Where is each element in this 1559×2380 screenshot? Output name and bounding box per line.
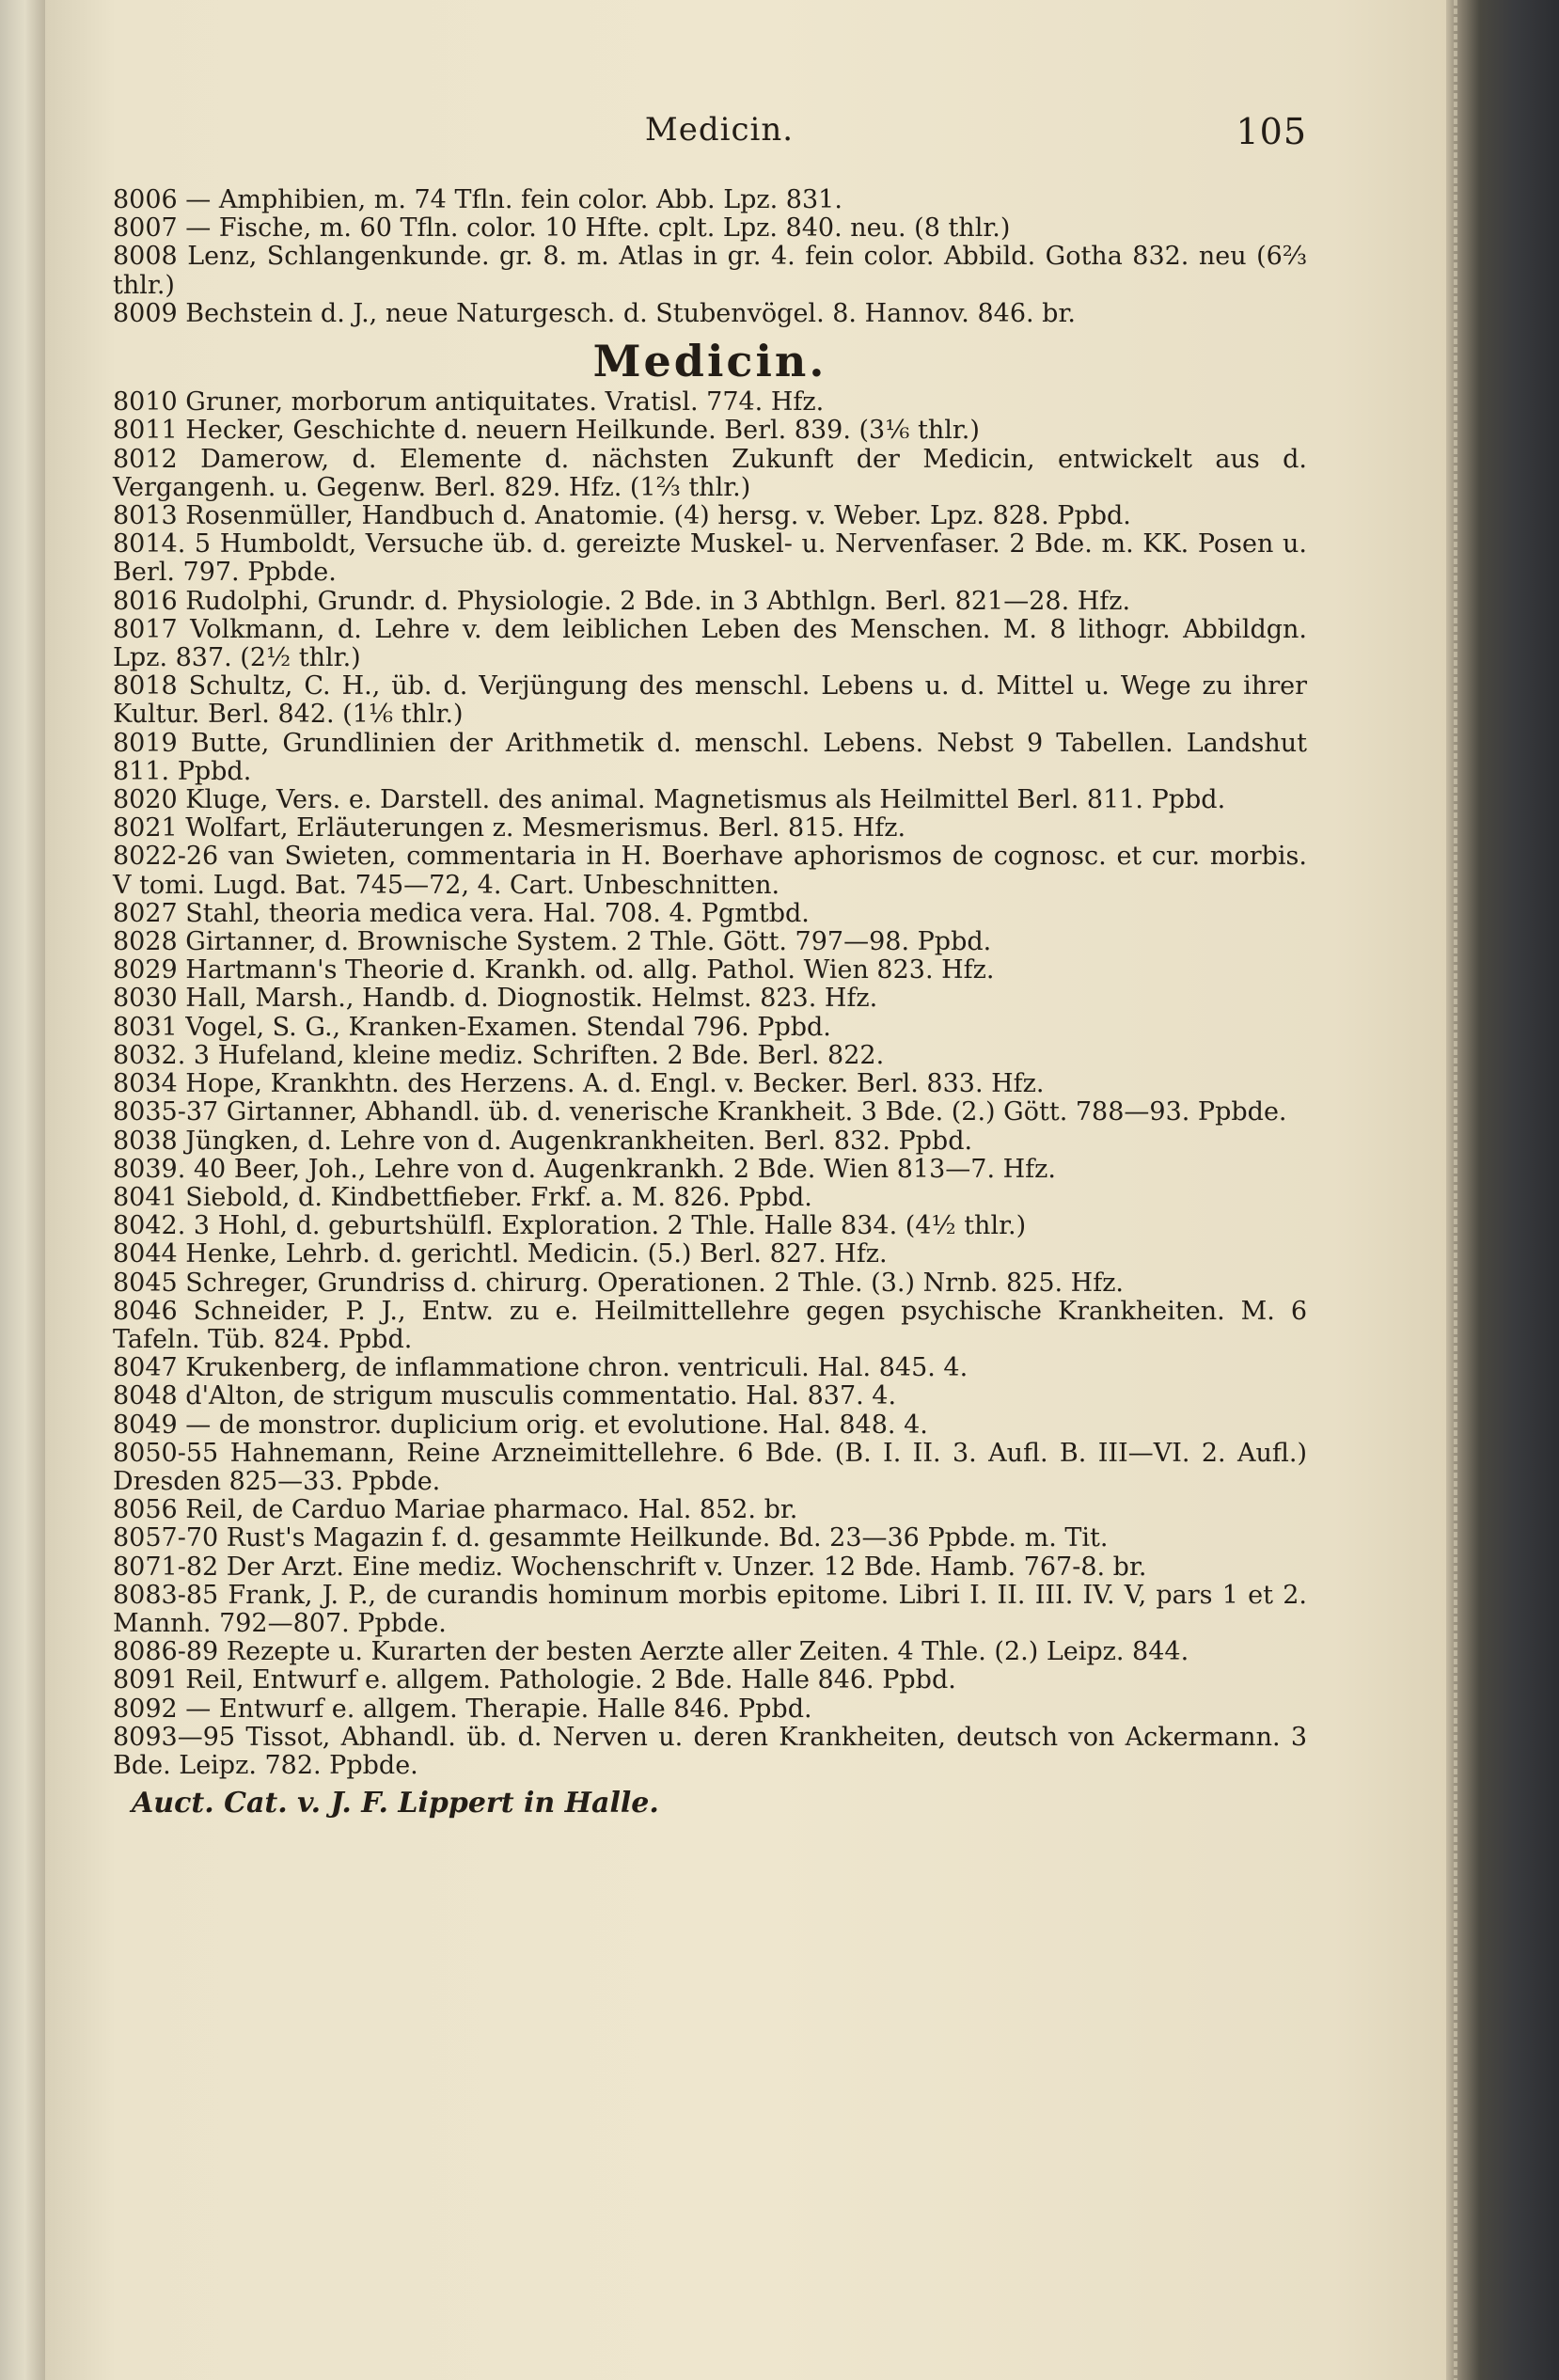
catalog-entry: 8050-55 Hahnemann, Reine Arzneimittellehre. 6 Bde. (B. I. II. 3. Aufl. B. III—VI. 2. Aufl.) Dresden 825—33. Ppbde. [113,1438,1307,1496]
catalog-entry: 8013 Rosenmüller, Handbuch d. Anatomie. (4) hersg. v. Weber. Lpz. 828. Ppbd. [113,501,1131,531]
catalog-entry: 8019 Butte, Grundlinien der Arithmetik d. menschl. Lebens. Nebst 9 Tabellen. Landshut 811. Ppbd. [113,728,1307,786]
catalog-entry: 8086-89 Rezepte u. Kurarten der besten Aerzte aller Zeiten. 4 Thle. (2.) Leipz. 844. [113,1637,1189,1667]
catalog-entry: 8044 Henke, Lehrb. d. gerichtl. Medicin. (5.) Berl. 827. Hfz. [113,1239,888,1269]
catalog-entry: 8057-70 Rust's Magazin f. d. gesammte Heilkunde. Bd. 23—36 Ppbde. m. Tit. [113,1523,1109,1553]
catalog-entry: 8091 Reil, Entwurf e. allgem. Pathologie. 2 Bde. Halle 846. Ppbd. [113,1665,956,1695]
running-title: Medicin. [644,111,795,149]
catalog-entry: 8092 — Entwurf e. allgem. Therapie. Halle 846. Ppbd. [113,1694,812,1724]
catalog-entry: 8048 d'Alton, de strigum musculis commentatio. Hal. 837. 4. [113,1381,897,1411]
catalog-entry: 8022-26 van Swieten, commentaria in H. Boerhave aphorismos de cognosc. et cur. morbis. V tomi. Lugd. Bat. 745—72, 4. Cart. Unbeschnitten. [113,842,1307,900]
catalog-entry: 8021 Wolfart, Erläuterungen z. Mesmerismus. Berl. 815. Hfz. [113,813,906,843]
entries-before-list [113,186,1307,328]
catalog-entry: 8047 Krukenberg, de inflammatione chron. ventriculi. Hal. 845. 4. [113,1353,968,1383]
catalog-entry: 8012 Damerow, d. Elemente d. nächsten Zukunft der Medicin, entwickelt aus d. Vergangenh. u. Gegenw. Berl. 829. Hfz. (1⅔ thlr.) [113,444,1307,502]
catalog-entry: 8032. 3 Hufeland, kleine mediz. Schriften. 2 Bde. Berl. 822. [113,1040,885,1070]
catalog-footer: Auct. Cat. v. J. F. Lippert in Halle. [132,1787,659,1820]
catalog-entry: 8016 Rudolphi, Grundr. d. Physiologie. 2 Bde. in 3 Abthlgn. Berl. 821—28. Hfz. [113,586,1131,616]
catalog-entry: 8006 — Amphibien, m. 74 Tfln. fein color. Abb. Lpz. 831. [113,185,842,214]
catalog-entry: 8029 Hartmann's Theorie d. Krankh. od. allg. Pathol. Wien 823. Hfz. [113,955,995,985]
catalog-entry: 8018 Schultz, C. H., üb. d. Verjüngung des menschl. Lebens u. d. Mittel u. Wege zu ihrer Kultur. Berl. 842. (1⅙ thlr.) [113,671,1307,730]
catalog-entry: 8010 Gruner, morborum antiquitates. Vratisl. 774. Hfz. [113,387,825,418]
page-edge [1446,0,1559,2380]
catalog-entry: 8038 Jüngken, d. Lehre von d. Augenkrankheiten. Berl. 832. Ppbd. [113,1126,973,1156]
section-heading: Medicin. [592,336,827,387]
catalog-entry: 8045 Schreger, Grundriss d. chirurg. Operationen. 2 Thle. (3.) Nrnb. 825. Hfz. [113,1268,1125,1298]
catalog-entry: 8008 Lenz, Schlangenkunde. gr. 8. m. Atlas in gr. 4. fein color. Abbild. Gotha 832. neu (6⅔ thlr.) [113,242,1307,300]
catalog-entry: 8035-37 Girtanner, Abhandl. üb. d. venerische Krankheit. 3 Bde. (2.) Gött. 788—93. Ppbde. [113,1097,1287,1127]
catalog-entry: 8071-82 Der Arzt. Eine mediz. Wochenschrift v. Unzer. 12 Bde. Hamb. 767-8. br. [113,1552,1147,1582]
catalog-entry: 8039. 40 Beer, Joh., Lehre von d. Augenkrankh. 2 Bde. Wien 813—7. Hfz. [113,1154,1056,1184]
catalog-entry: 8034 Hope, Krankhtn. des Herzens. A. d. Engl. v. Becker. Berl. 833. Hfz. [113,1069,1045,1099]
catalog-entry: 8020 Kluge, Vers. e. Darstell. des animal. Magnetismus als Heilmittel Berl. 811. Ppbd. [113,785,1226,815]
catalog-entry: 8031 Vogel, S. G., Kranken-Examen. Stendal 796. Ppbd. [113,1012,831,1042]
catalog-entry: 8056 Reil, de Carduo Mariae pharmaco. Hal. 852. br. [113,1495,798,1525]
catalog-entry: 8083-85 Frank, J. P., de curandis hominum morbis epitome. Libri I. II. III. IV. V, pars 1 et 2. Mannh. 792—807. Ppbde. [113,1580,1307,1638]
catalog-entry: 8041 Siebold, d. Kindbettfieber. Frkf. a. M. 826. Ppbd. [113,1182,812,1212]
catalog-entry: 8009 Bechstein d. J., neue Naturgesch. d. Stubenvögel. 8. Hannov. 846. br. [113,298,1076,328]
catalog-entry: 8027 Stahl, theoria medica vera. Hal. 708. 4. Pgmtbd. [113,898,810,928]
catalog-entry: 8017 Volkmann, d. Lehre v. dem leiblichen Leben des Menschen. M. 8 lithogr. Abbildgn. Lpz. 837. (2½ thlr.) [113,614,1307,673]
catalog-entry: 8049 — de monstror. duplicium orig. et evolutione. Hal. 848. 4. [113,1410,928,1440]
catalog-entry: 8093—95 Tissot, Abhandl. üb. d. Nerven u. deren Krankheiten, deutsch von Ackermann. 3 Bde. Leipz. 782. Ppbde. [113,1722,1307,1780]
catalog-entry: 8011 Hecker, Geschichte d. neuern Heilkunde. Berl. 839. (3⅙ thlr.) [113,416,980,446]
entries-list [113,388,1307,1780]
book-binding [0,0,45,2380]
catalog-entry: 8042. 3 Hohl, d. geburtshülfl. Exploration. 2 Thle. Halle 834. (4½ thlr.) [113,1211,1027,1241]
catalog-entry: 8007 — Fische, m. 60 Tfln. color. 10 Hfte. cplt. Lpz. 840. neu. (8 thlr.) [113,213,1011,244]
page-number: 105 [1236,111,1307,152]
catalog-content [113,186,1307,1818]
catalog-entry: 8030 Hall, Marsh., Handb. d. Diognostik. Helmst. 823. Hfz. [113,984,878,1014]
page-header [132,111,1307,167]
catalog-entry: 8028 Girtanner, d. Brownische System. 2 Thle. Gött. 797—98. Ppbd. [113,927,992,957]
catalog-entry: 8046 Schneider, P. J., Entw. zu e. Heilmittellehre gegen psychische Krankheiten. M. 6 Tafeln. Tüb. 824. Ppbd. [113,1296,1307,1354]
catalog-entry: 8014. 5 Humboldt, Versuche üb. d. gereizte Muskel- u. Nervenfaser. 2 Bde. m. KK. Posen u. Berl. 797. Ppbde. [113,529,1307,588]
